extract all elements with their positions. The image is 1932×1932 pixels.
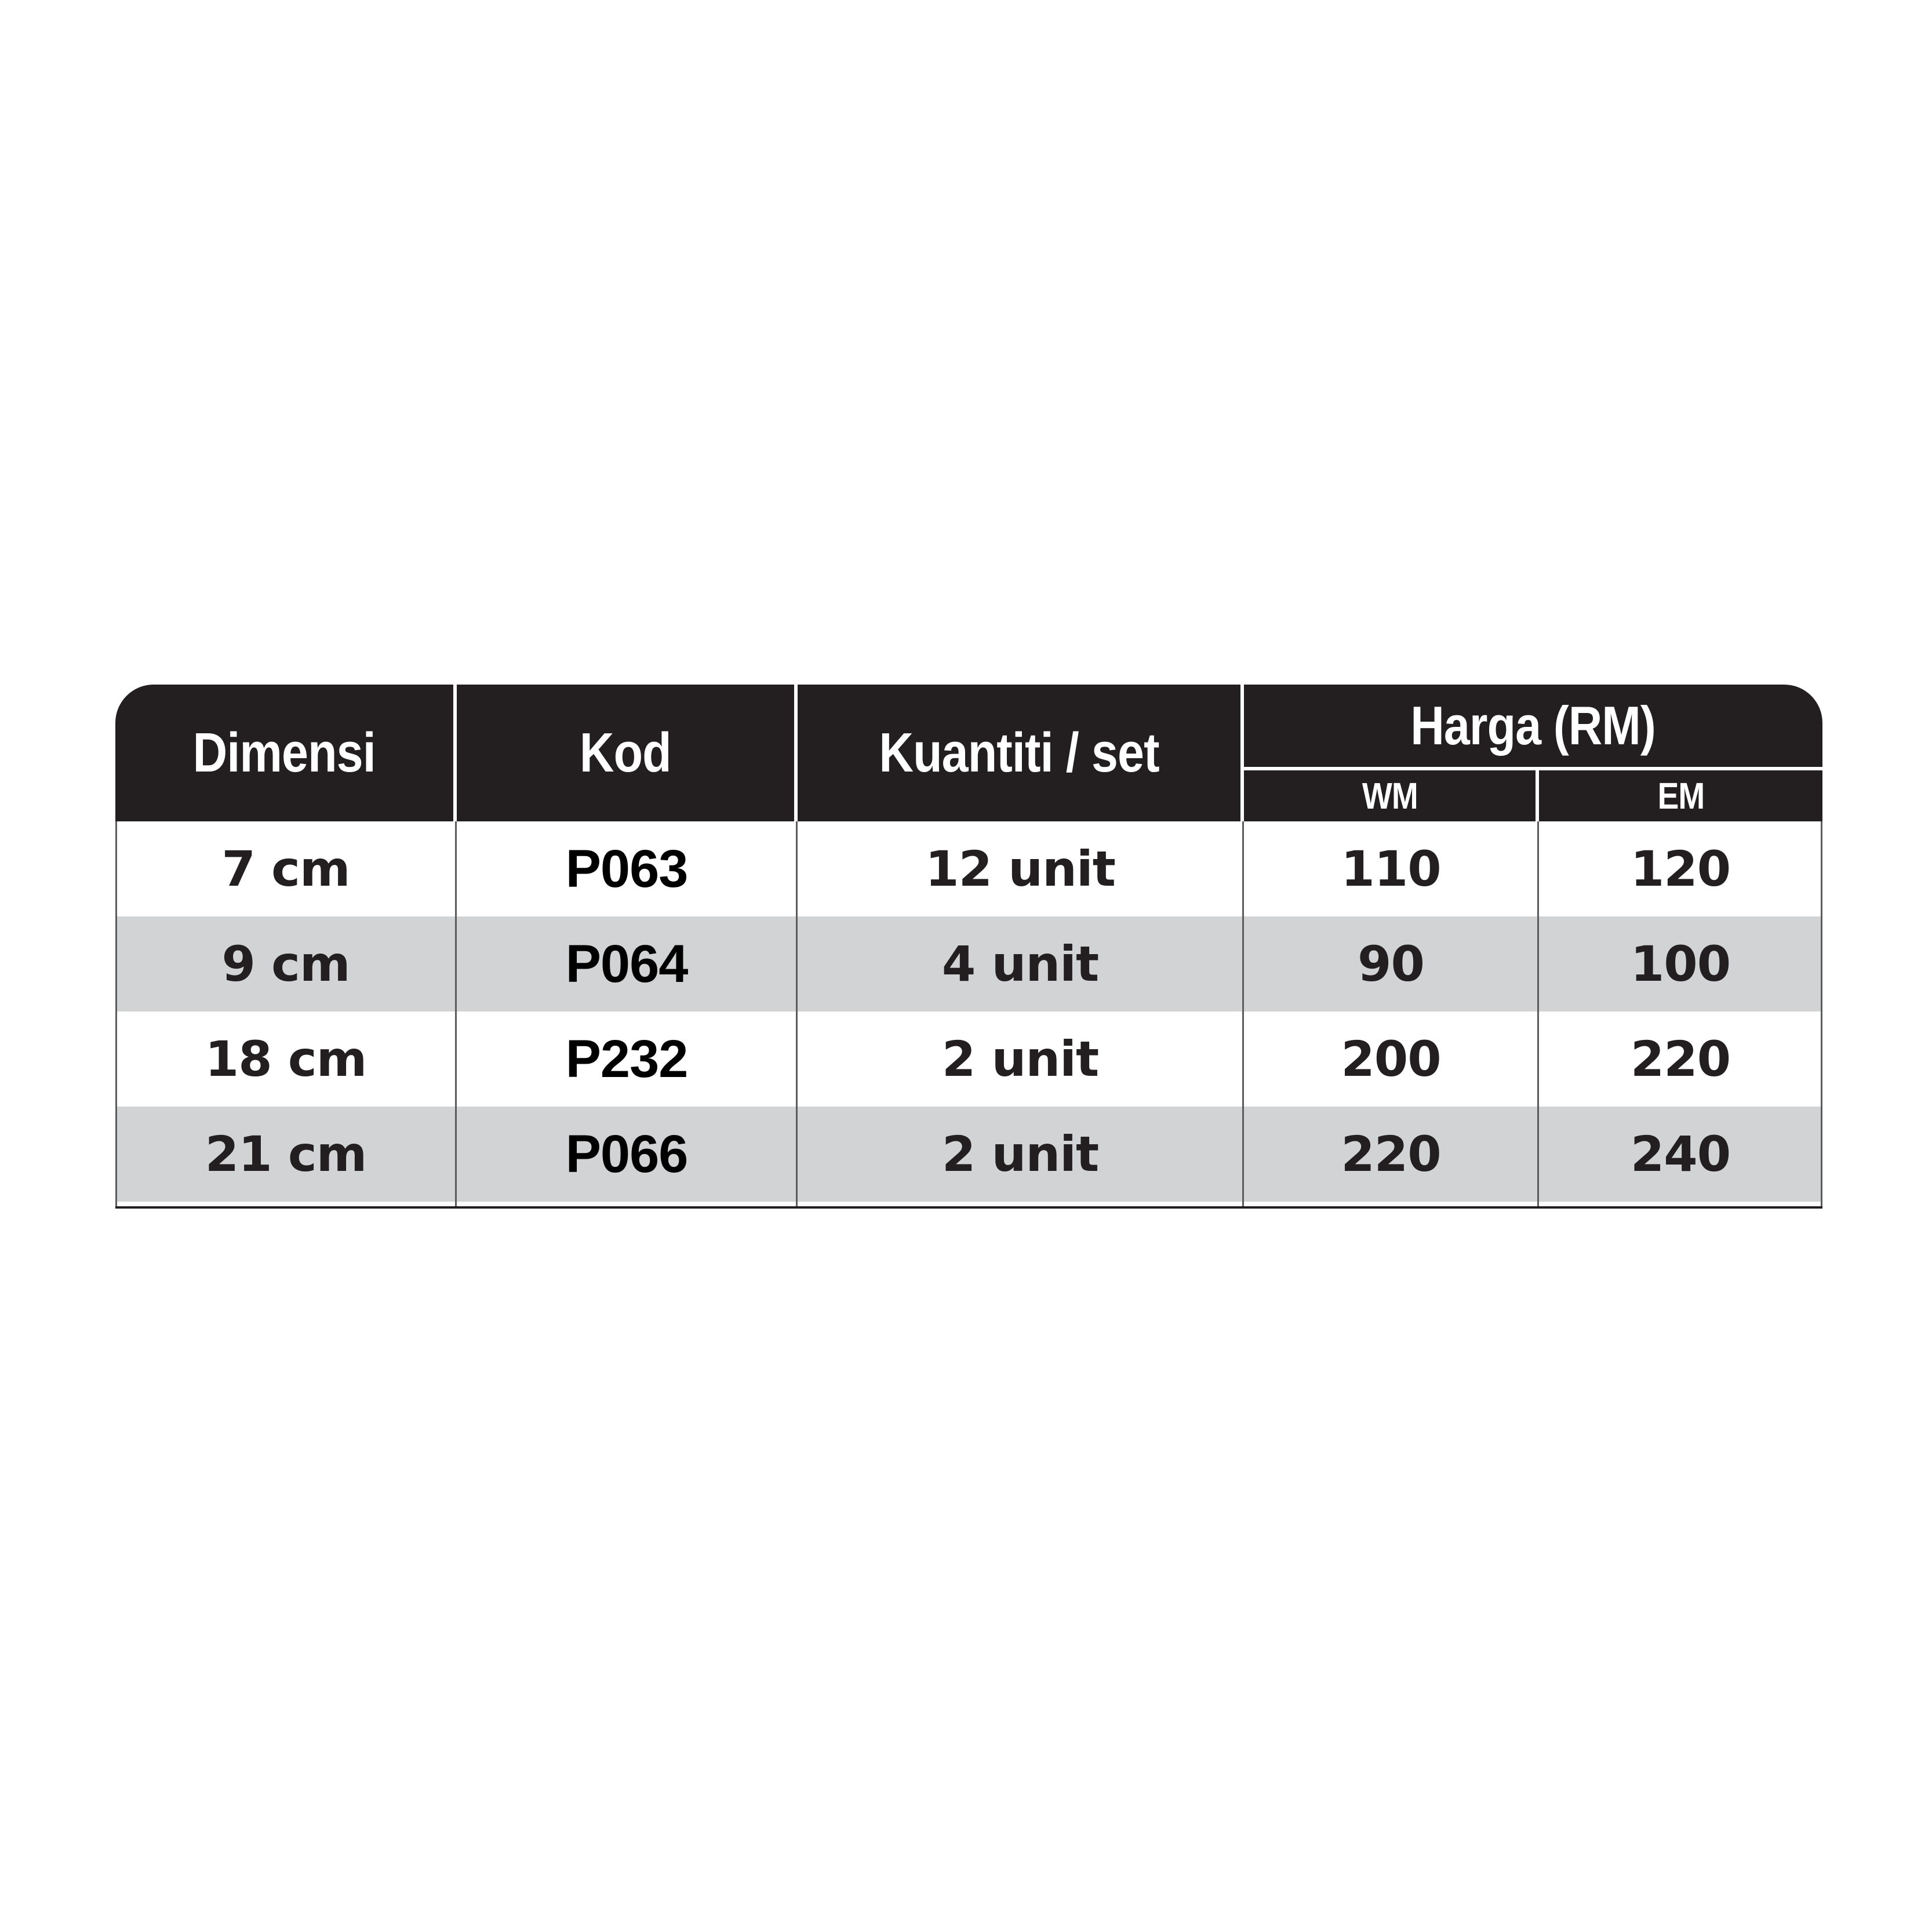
header-dimensi-label: Dimensi <box>192 722 376 784</box>
cell-kuantiti: 2 unit <box>941 1031 1099 1087</box>
subheader-wm <box>1244 770 1536 821</box>
table-border-bottom <box>115 1206 1822 1209</box>
header-harga-label: Harga (RM) <box>1410 695 1656 756</box>
table-row <box>115 821 1822 916</box>
cell-kod: P066 <box>565 1124 688 1184</box>
cell-wm: 200 <box>1341 1031 1441 1087</box>
cell-dimensi: 18 cm <box>205 1031 367 1087</box>
price-table <box>115 685 1822 1208</box>
table-border-right <box>1821 821 1822 1208</box>
column-divider <box>1242 821 1244 1208</box>
header-kuantiti <box>798 685 1240 821</box>
cell-wm: 90 <box>1358 936 1424 992</box>
header-kod <box>457 685 794 821</box>
subheader-em <box>1539 770 1822 821</box>
cell-dimensi: 9 cm <box>221 936 350 992</box>
header-harga <box>1244 685 1822 767</box>
cell-kuantiti: 2 unit <box>941 1126 1099 1183</box>
cell-wm: 220 <box>1341 1126 1441 1183</box>
cell-dimensi: 7 cm <box>221 841 350 897</box>
cell-em: 240 <box>1630 1126 1731 1183</box>
header-kuantiti-label: Kuantiti / set <box>879 722 1159 784</box>
cell-em: 120 <box>1630 841 1731 897</box>
cell-em: 100 <box>1630 936 1731 992</box>
column-divider <box>796 821 798 1208</box>
cell-em: 220 <box>1630 1031 1731 1087</box>
column-divider <box>455 821 457 1208</box>
header-dimensi <box>115 685 453 821</box>
cell-kod: P064 <box>565 934 688 994</box>
column-divider <box>1537 821 1539 1208</box>
table-row <box>115 1012 1822 1107</box>
table-row <box>115 1107 1822 1202</box>
cell-kod: P232 <box>565 1029 688 1089</box>
cell-wm: 110 <box>1341 841 1441 897</box>
subheader-em-label: EM <box>1657 775 1704 817</box>
subheader-wm-label: WM <box>1362 775 1418 817</box>
table-border-left <box>115 821 117 1208</box>
table-row <box>115 916 1822 1012</box>
header-kod-label: Kod <box>580 722 671 784</box>
cell-kod: P063 <box>565 839 688 898</box>
cell-dimensi: 21 cm <box>205 1126 367 1183</box>
cell-kuantiti: 12 unit <box>925 841 1115 897</box>
cell-kuantiti: 4 unit <box>941 936 1099 992</box>
